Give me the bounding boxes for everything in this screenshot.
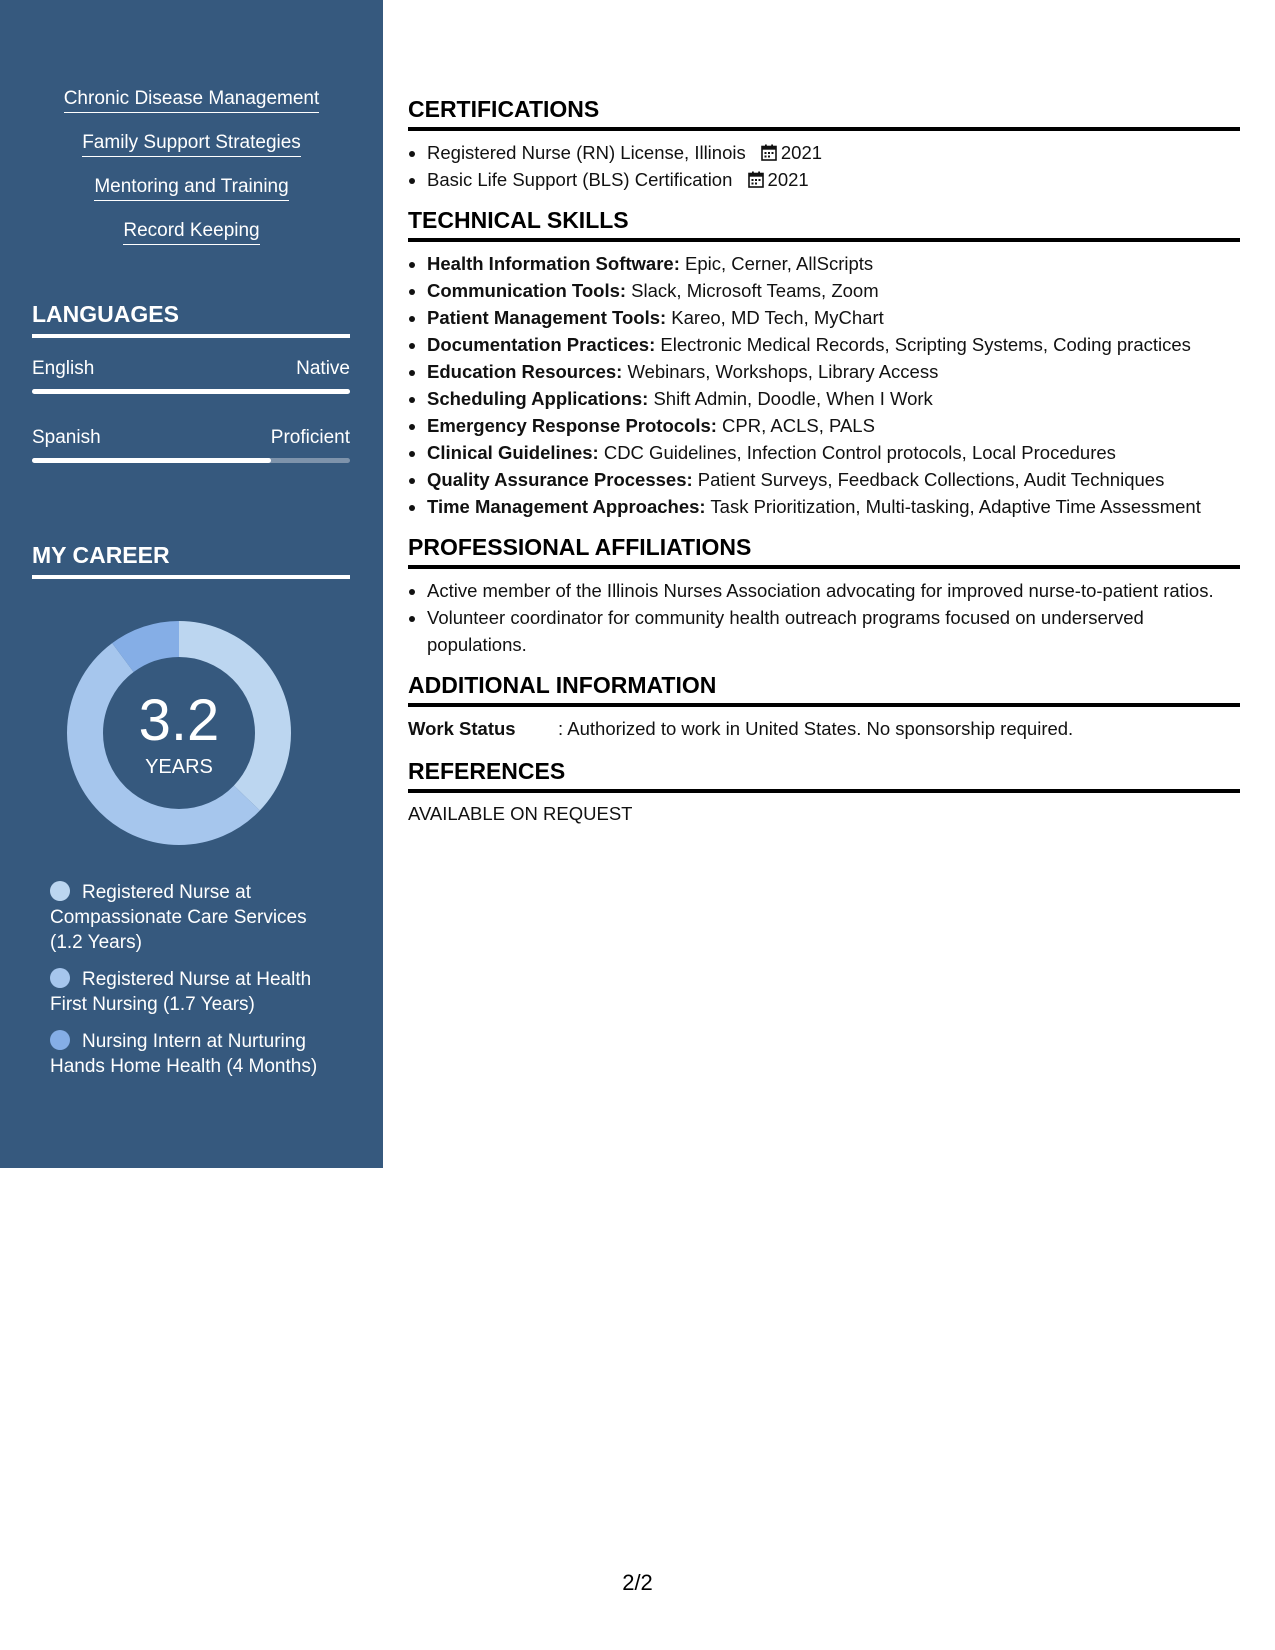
skill-link[interactable]: Chronic Disease Management <box>64 88 320 113</box>
skill-category: Clinical Guidelines: <box>427 442 599 463</box>
career-heading: MY CAREER <box>32 542 350 579</box>
technical-skill-item <box>427 304 1240 331</box>
skill-category: Scheduling Applications: <box>427 388 649 409</box>
skill-category: Documentation Practices: <box>427 334 656 355</box>
references-text: AVAILABLE ON REQUEST <box>408 803 633 824</box>
skill-values: Patient Surveys, Feedback Collections, Audit Techniques <box>692 469 1165 490</box>
certifications-heading: CERTIFICATIONS <box>408 96 1240 131</box>
technical-skill-item <box>427 277 1240 304</box>
technical-skill-item <box>427 358 1240 385</box>
technical-skill-item <box>427 331 1240 358</box>
references-heading: REFERENCES <box>408 758 1240 793</box>
skill-category: Emergency Response Protocols: <box>427 415 717 436</box>
skills-list <box>0 88 383 264</box>
career-legend <box>50 880 330 1091</box>
calendar-icon <box>748 171 764 188</box>
skill-values: CPR, ACLS, PALS <box>716 415 875 436</box>
skill-values: Webinars, Workshops, Library Access <box>622 361 939 382</box>
certification-name: Basic Life Support (BLS) Certification <box>427 169 733 190</box>
technical-skill-item <box>427 250 1240 277</box>
language-level: Proficient <box>270 427 350 448</box>
language-row-spanish <box>32 427 350 449</box>
skill-link[interactable]: Family Support Strategies <box>82 132 301 157</box>
career-item-label: Registered Nurse at Compassionate Care Services (1.2 Years) <box>50 882 307 953</box>
work-status-value: : Authorized to work in United States. No sponsorship required. <box>558 718 1074 739</box>
affiliations-heading: PROFESSIONAL AFFILIATIONS <box>408 534 1240 569</box>
career-item-label: Nursing Intern at Nurturing Hands Home Health (4 Months) <box>50 1031 318 1077</box>
technical-skills-heading: TECHNICAL SKILLS <box>408 207 1240 242</box>
skill-values: Shift Admin, Doodle, When I Work <box>648 388 933 409</box>
affiliation-item: • Active member of the Illinois Nurses Association advocating for improved nurse-to-patient ratios. <box>427 577 1240 604</box>
certification-item <box>427 166 1240 193</box>
skill-category: Quality Assurance Processes: <box>427 469 693 490</box>
skill-values: Slack, Microsoft Teams, Zoom <box>626 280 879 301</box>
language-name: Spanish <box>32 427 101 448</box>
legend-dot-icon <box>50 968 70 988</box>
language-bar-english <box>32 389 350 394</box>
language-row-english <box>32 358 350 380</box>
legend-dot-icon <box>50 881 70 901</box>
skill-category: Patient Management Tools: <box>427 307 667 328</box>
career-item-label: Registered Nurse at Health First Nursing (1.7 Years) <box>50 969 312 1015</box>
technical-skill-item <box>427 385 1240 412</box>
career-total-value: 3.2 <box>138 688 220 753</box>
sidebar <box>0 0 383 1168</box>
career-total <box>66 688 292 779</box>
language-fill <box>32 389 350 394</box>
language-name: English <box>32 358 95 379</box>
certification-year: 2021 <box>767 169 809 190</box>
skill-category: Time Management Approaches: <box>427 496 706 517</box>
skill-link[interactable]: Record Keeping <box>123 220 259 245</box>
language-fill <box>32 458 271 463</box>
additional-info-heading: ADDITIONAL INFORMATION <box>408 672 1240 707</box>
certification-name: Registered Nurse (RN) License, Illinois <box>427 142 746 163</box>
languages-heading: LANGUAGES <box>32 301 350 338</box>
skill-values: Electronic Medical Records, Scripting Systems, Coding practices <box>655 334 1191 355</box>
technical-skill-item <box>427 439 1240 466</box>
career-item <box>50 1029 330 1079</box>
skill-category: Education Resources: <box>427 361 623 382</box>
page-number: 2/2 <box>622 1570 653 1595</box>
certification-year: 2021 <box>780 142 823 163</box>
technical-skills-list <box>408 250 1240 520</box>
main-content <box>408 96 1240 825</box>
skill-values: Kareo, MD Tech, MyChart <box>666 307 884 328</box>
calendar-icon <box>761 144 777 161</box>
language-bar-spanish <box>32 458 350 463</box>
skill-category: Communication Tools: <box>427 280 627 301</box>
career-item <box>50 967 330 1017</box>
career-donut-chart <box>66 620 292 846</box>
certification-item <box>427 139 1240 166</box>
affiliations-list <box>408 577 1240 658</box>
skill-category: Health Information Software: <box>427 253 680 274</box>
skill-link[interactable]: Mentoring and Training <box>94 176 288 201</box>
career-total-unit: YEARS <box>145 756 213 778</box>
affiliation-item: • Volunteer coordinator for community health outreach programs focused on underserved populations. <box>427 604 1240 658</box>
work-status-row <box>408 715 1240 742</box>
technical-skill-item <box>427 466 1240 493</box>
legend-dot-icon <box>50 1030 70 1050</box>
skill-values: Task Prioritization, Multi-tasking, Adaptive Time Assessment <box>705 496 1201 517</box>
technical-skill-item <box>427 493 1240 520</box>
certifications-list <box>408 139 1240 193</box>
work-status-label: Work Status <box>408 718 516 739</box>
language-level: Native <box>296 358 350 379</box>
career-item <box>50 880 330 955</box>
skill-values: Epic, Cerner, AllScripts <box>679 253 874 274</box>
skill-values: CDC Guidelines, Infection Control protocols, Local Procedures <box>598 442 1116 463</box>
technical-skill-item <box>427 412 1240 439</box>
